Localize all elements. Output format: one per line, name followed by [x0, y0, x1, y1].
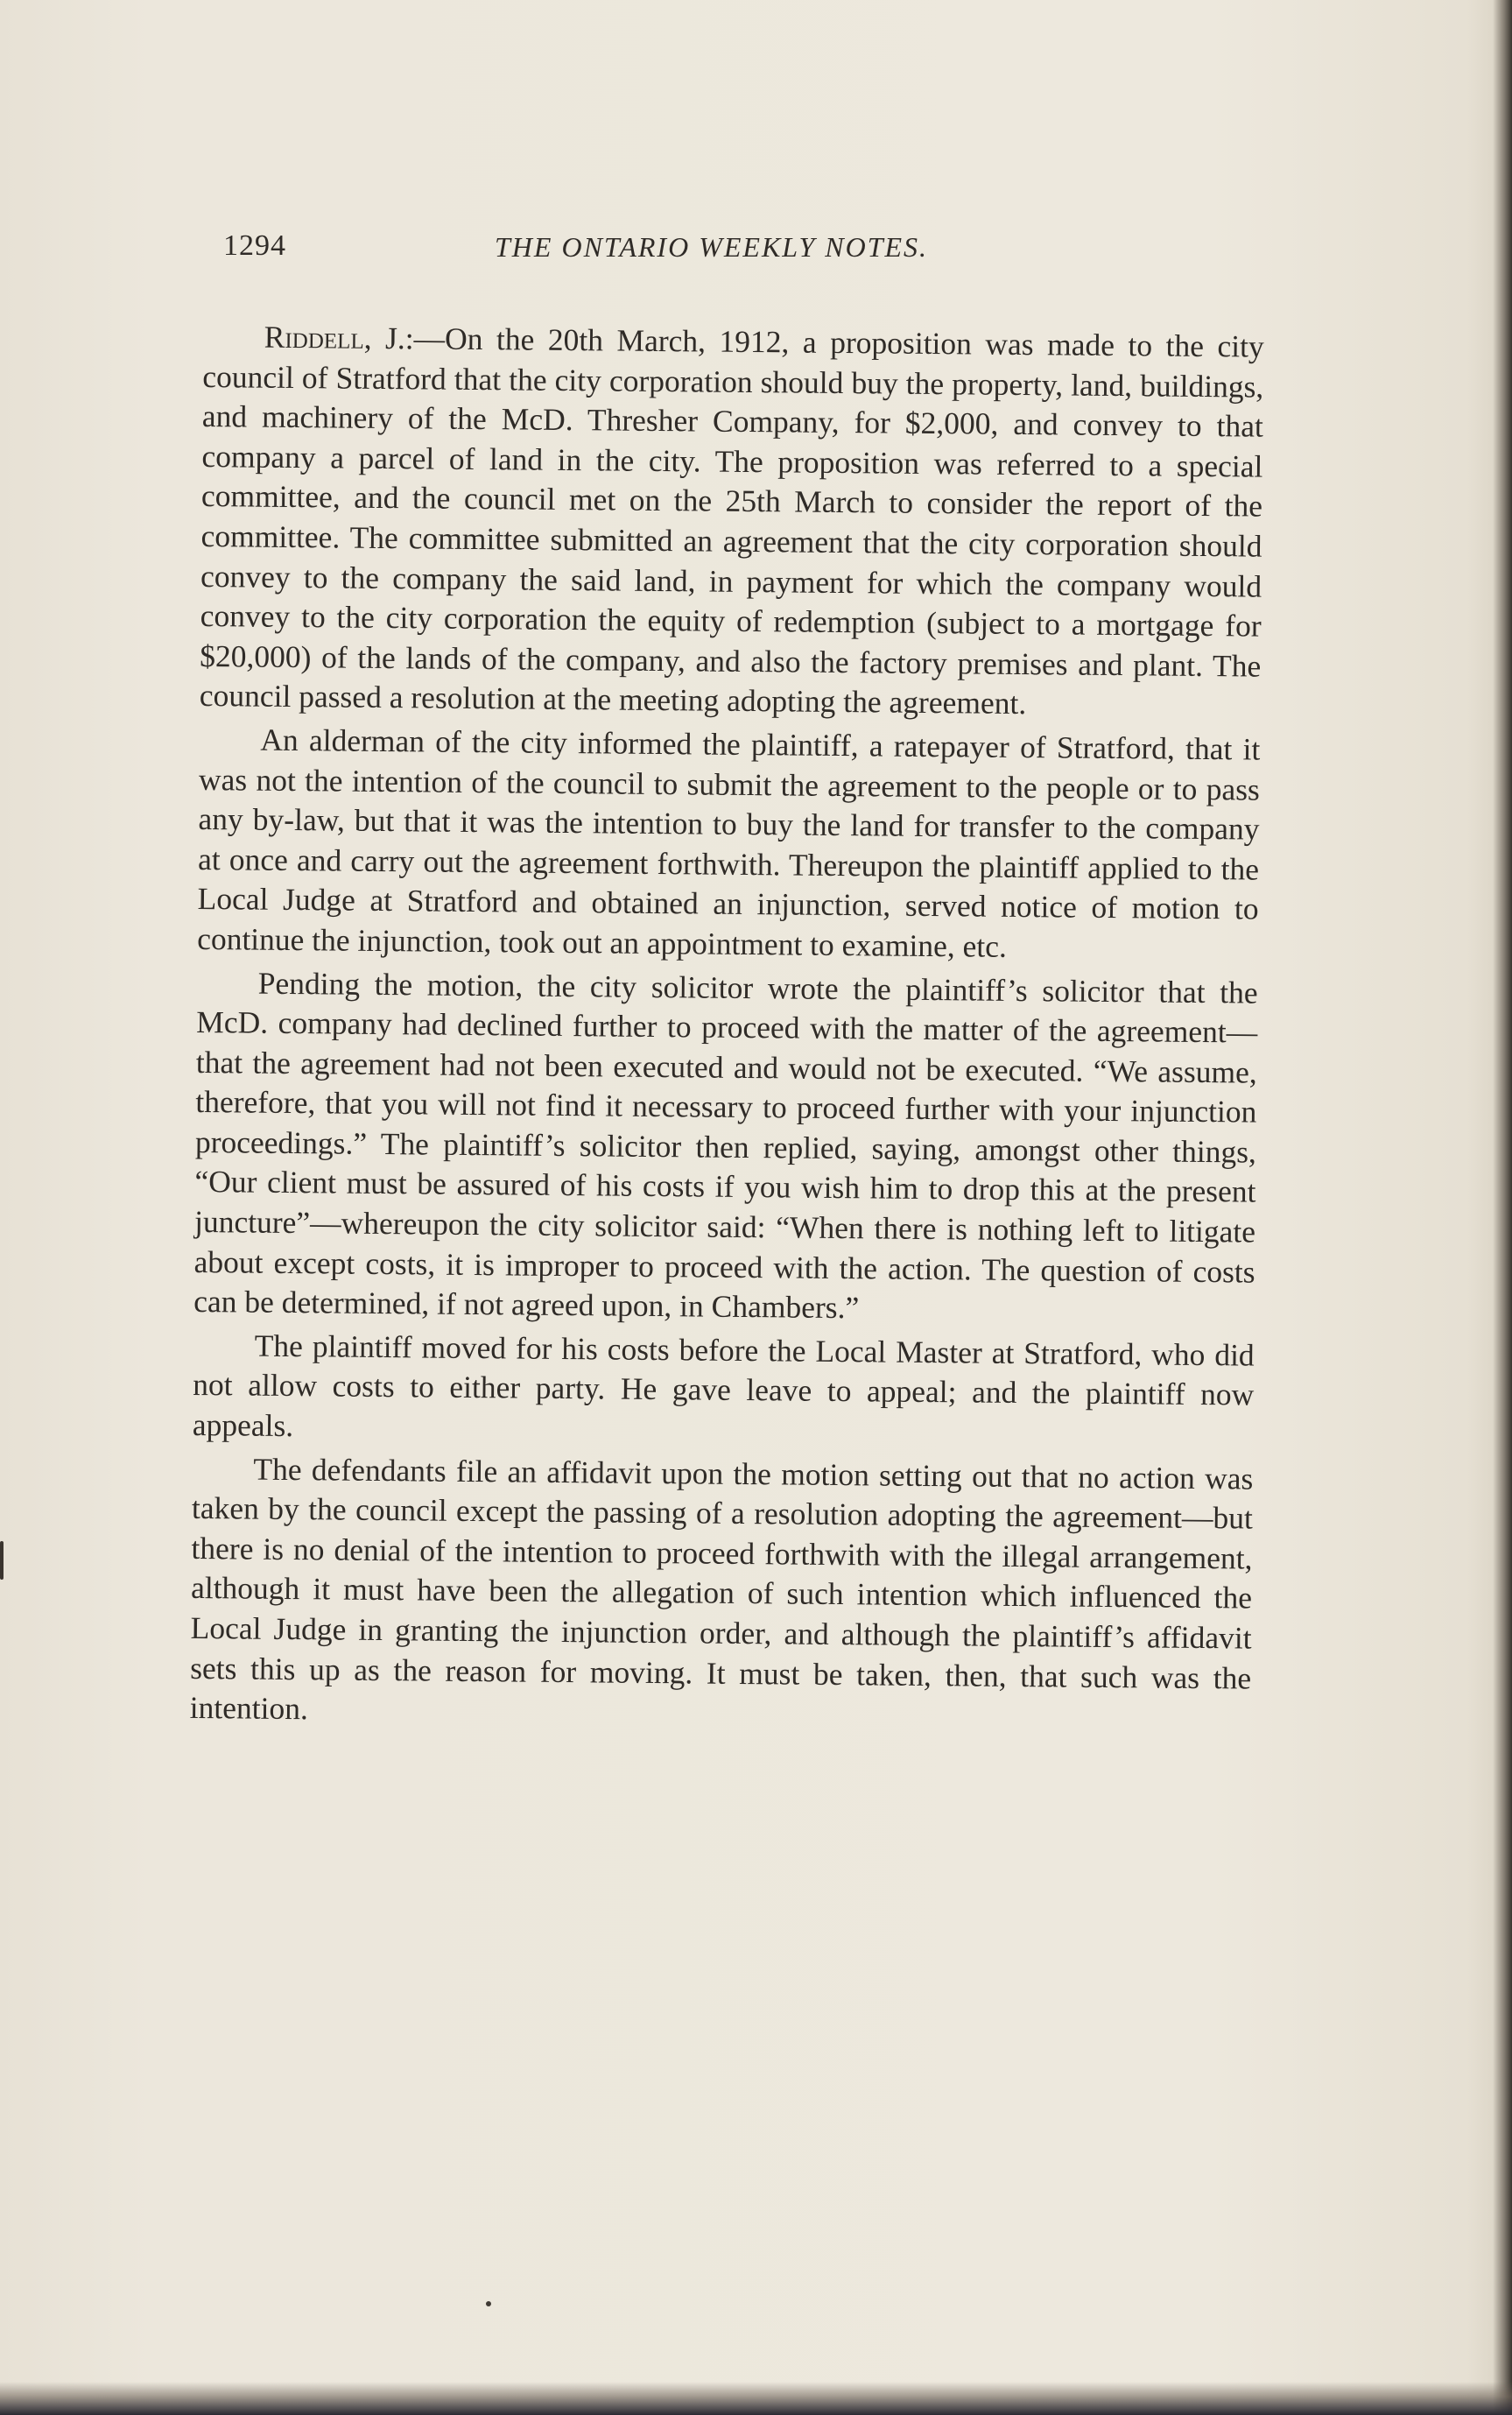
ink-speck: [486, 2301, 491, 2306]
paragraph-1-text: :—On the 20th March, 1912, a proposition was made to the city council of Stratford that the city corporation should buy the property, land, buildings, and machinery of the McD. Thresher Company, for $2,000, and convey to that company a parcel of land in the city. The proposition was referred to a special committee, and the council met on the 25th March to consider the report of the committee. The committee submitted an agreement that the city corporation should convey to the company the said land, in payment for which the company would convey to the city corporation the equity of redemption (subject to a mortgage for $20,000) of the lands of the company, and also the factory premises and plant. The council passed a resolution at the meeting adopting the agreement.: [199, 320, 1264, 722]
page-number: 1294: [223, 229, 286, 262]
page-bottom-edge: [0, 2382, 1512, 2415]
paragraph-1: [200, 317, 1264, 727]
body-text: [189, 317, 1263, 1742]
running-title: THE ONTARIO WEEKLY NOTES.: [495, 231, 929, 263]
judge-name: Riddell, J.: [264, 319, 405, 356]
paragraph-4: The plaintiff moved for his costs before the Local Master at Stratford, who did not allow costs to either party. He gave leave to appeal; and the plaintiff now appeals.: [192, 1327, 1255, 1444]
page-header: [223, 229, 1265, 271]
paragraph-2: An alderman of the city informed the plaintiff, a ratepayer of Stratford, that it was not the intention of the council to submit the agreement to the people or to pass any by-law, but that it was the intention to buy the land for transfer to the company at once and carry out the agreement forthwith. Thereupon the plaintiff applied to the Local Judge at Stratford and obtained an injunction, served notice of motion to continue the injunction, took out an appointment to examine, etc.: [196, 722, 1261, 964]
paragraph-5: The defendants file an affidavit upon the motion setting out that no action was taken by the council except the passing of a resolution adopting the agreement—but there is no denial of the intention to proceed forthwith with the illegal arrangement, although it must have been the allegation of such intention which influenced the Local Judge in granting the injunction order, and although the plaintiff’s affidavit sets this up as the reason for moving. It must be taken, then, that such was the intention.: [189, 1451, 1254, 1727]
margin-mark: [0, 1541, 4, 1580]
paragraph-3: Pending the motion, the city solicitor wrote the plaintiff’s solicitor that the McD. company had declined further to proceed with the matter of the agreement—that the agreement had not been executed and would not be executed. “We assume, therefore, that you will not find it necessary to proceed further with your injunction proceedings.” The plaintiff’s solicitor then replied, saying, amongst other things, “Our client must be assured of his costs if you wish him to drop this at the present juncture”—whereupon the city solicitor said: “When there is nothing left to litigate about except costs, it is improper to proceed with the action. The question of costs can be determined, if not agreed upon, in Chambers.”: [193, 965, 1258, 1326]
spine-shadow: [1493, 0, 1512, 2415]
